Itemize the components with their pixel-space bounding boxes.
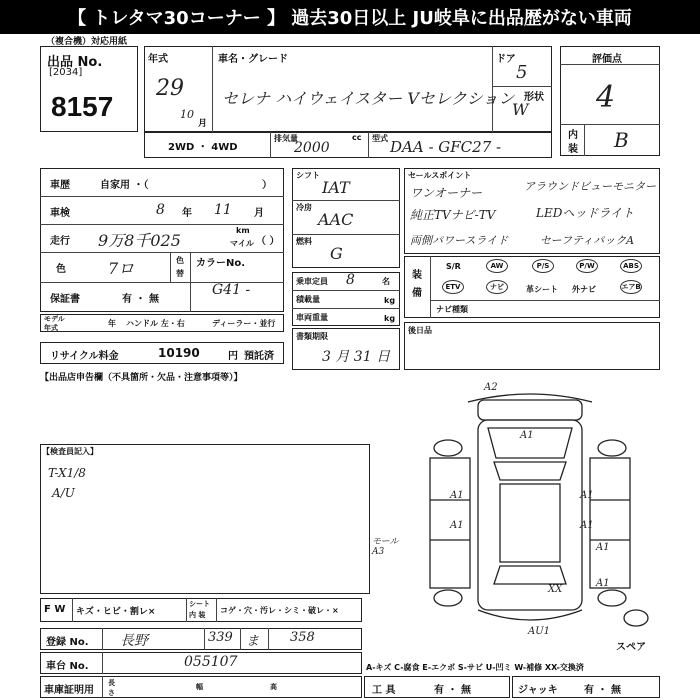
month-unit: 月 bbox=[198, 119, 208, 129]
navi-type-label: ナビ種類 bbox=[436, 305, 468, 314]
color-mark-2: 替 bbox=[176, 269, 184, 278]
drive-value: 2WD ・ 4WD bbox=[168, 142, 238, 153]
inspection-month: 11 bbox=[214, 202, 232, 218]
lot-label: 出品 No. bbox=[47, 55, 103, 70]
equip-ext-navi: 外ナビ bbox=[572, 285, 596, 294]
weight-label: 車両重量 bbox=[296, 313, 328, 322]
doors-value: 5 bbox=[516, 62, 528, 83]
seat-label-1: シート bbox=[189, 600, 210, 608]
history-value: 自家用 ・（ bbox=[100, 180, 149, 191]
interior-label-2: 装 bbox=[568, 144, 578, 155]
chassis-value: 055107 bbox=[184, 654, 238, 670]
car-damage-diagram bbox=[400, 380, 660, 640]
inspector-note-2: A/U bbox=[52, 486, 75, 500]
equip-ps: P/S bbox=[532, 259, 554, 273]
warranty-value: 有 ・ 無 bbox=[122, 294, 159, 305]
sales-point-5: 両側パワースライド bbox=[410, 234, 509, 247]
reg-num: 339 bbox=[208, 630, 233, 645]
fuel-label: 燃料 bbox=[296, 237, 312, 246]
carname-value: セレナ ハイウェイスター Vセレクション bbox=[222, 89, 515, 108]
history-close: ） bbox=[262, 180, 272, 191]
year-month: 10 bbox=[180, 108, 194, 121]
mileage-unit-km: km bbox=[236, 226, 250, 235]
displacement-unit: cc bbox=[352, 133, 362, 142]
mark-rear-bumper: AU1 bbox=[528, 626, 551, 637]
history-label: 車歴 bbox=[50, 180, 70, 191]
mark-left-front: A1 bbox=[450, 490, 464, 501]
mark-right-front: A1 bbox=[580, 490, 594, 501]
sales-point-3: 純正TVナビ-TV bbox=[410, 208, 496, 222]
reg-area: 長野 bbox=[120, 633, 148, 649]
displacement-label: 排気量 bbox=[274, 134, 298, 143]
jack-label: ジャッキ bbox=[518, 685, 558, 696]
jack-value: 有 ・ 無 bbox=[584, 685, 621, 696]
shape-label: 形状 bbox=[524, 92, 544, 103]
cert-sub-4: 高 bbox=[270, 683, 277, 691]
equip-sr: S/R bbox=[446, 262, 461, 271]
chassis-label: 車台 No. bbox=[46, 661, 89, 672]
reg-label: 登録 No. bbox=[46, 637, 89, 648]
model-value: DAA - GFC27 - bbox=[390, 138, 502, 156]
reg-kana: ま bbox=[246, 634, 260, 649]
damage-legend: A-キズ C-腐食 E-エクボ S-サビ U-凹ミ W-補修 XX-交換済 bbox=[366, 663, 584, 672]
inspector-note-1: T-X1/8 bbox=[48, 466, 86, 480]
displacement-value: 2000 bbox=[294, 140, 330, 156]
capacity-unit: 名 bbox=[382, 277, 390, 286]
fw-label: F W bbox=[44, 604, 66, 615]
wheel-rl-shape bbox=[434, 590, 462, 606]
mileage-value: 9万8千025 bbox=[98, 231, 181, 250]
seat-label-2: 内 装 bbox=[189, 611, 206, 619]
ac-value: AAC bbox=[318, 210, 354, 229]
sales-point-1: ワンオーナー bbox=[410, 186, 483, 200]
equipment-label-2: 備 bbox=[412, 288, 422, 299]
spare-label: スペア bbox=[616, 642, 646, 653]
mark-left-rear: A1 bbox=[450, 520, 464, 531]
color-mark-1: 色 bbox=[176, 256, 184, 265]
equip-aw: AW bbox=[486, 259, 508, 273]
reg-serial: 358 bbox=[290, 630, 315, 645]
recycle-value: 10190 bbox=[158, 346, 200, 360]
inspector-box bbox=[40, 444, 370, 594]
sales-point-6: セーフティパックA bbox=[540, 234, 635, 247]
load-unit: kg bbox=[384, 296, 396, 305]
equip-navi: ナビ bbox=[486, 280, 508, 294]
color-label: 色 bbox=[56, 264, 66, 275]
sales-point-4: LEDヘッドライト bbox=[536, 206, 634, 220]
mark-right-rear-2: A1 bbox=[596, 542, 610, 553]
cert-sub-2: さ bbox=[108, 689, 115, 697]
interior-label-1: 内 bbox=[568, 130, 578, 141]
recycle-note: 預託済 bbox=[244, 351, 274, 362]
equip-leather: 革シート bbox=[526, 285, 558, 294]
interior-value: B bbox=[614, 128, 629, 152]
header-note: （複合機）対応用紙 bbox=[46, 37, 128, 47]
equip-airbag: エアB bbox=[620, 280, 642, 294]
wheel-fr-shape bbox=[598, 440, 626, 456]
deadline-value: 3 月 31 日 bbox=[322, 349, 391, 365]
recycle-label: リサイクル料金 bbox=[50, 351, 119, 362]
rear-input-box bbox=[404, 322, 660, 370]
inspection-label: 車検 bbox=[50, 208, 70, 219]
cert-sub-1: 長 bbox=[108, 679, 115, 687]
equipment-label-1: 装 bbox=[412, 270, 422, 281]
model-year-year: 年 bbox=[108, 319, 116, 328]
hood-front-shape bbox=[478, 400, 582, 420]
tools-label: 工 具 bbox=[372, 685, 396, 696]
mark-rear-xx: XX bbox=[548, 584, 563, 595]
mark-rr-wheel: A1 bbox=[596, 578, 610, 589]
lot-box bbox=[40, 46, 138, 132]
lot-number: 8157 bbox=[51, 91, 114, 122]
mileage-unit-mile: マイル bbox=[230, 239, 254, 248]
side-note: モール A3 bbox=[372, 537, 399, 557]
deadline-label: 書類期限 bbox=[296, 332, 328, 341]
model-year-handle: ハンドル 左・右 bbox=[126, 319, 185, 328]
sales-points-label: セールスポイント bbox=[408, 171, 472, 180]
rear-input-label: 後日品 bbox=[408, 326, 432, 335]
wheel-fl-shape bbox=[434, 440, 462, 456]
front-bumper-shape bbox=[468, 394, 592, 402]
model-year-dealer: ディーラー・並行 bbox=[212, 319, 276, 328]
rear-bumper-shape bbox=[478, 610, 582, 620]
right-side-shape bbox=[590, 458, 630, 588]
fuel-value: G bbox=[330, 244, 343, 263]
mark-hood: A1 bbox=[520, 430, 534, 441]
ac-label: 冷房 bbox=[296, 203, 312, 212]
shift-label: シフト bbox=[296, 171, 320, 180]
model-year-label-2: 年式 bbox=[44, 324, 58, 332]
equip-abs: ABS bbox=[620, 259, 642, 273]
score-value: 4 bbox=[596, 80, 616, 115]
color-value: 7ロ bbox=[108, 259, 135, 278]
year-label: 年式 bbox=[148, 54, 168, 65]
model-year-label-1: モデル bbox=[44, 315, 65, 323]
inspection-year-unit: 年 bbox=[182, 208, 192, 219]
lot-sub: [2034] bbox=[49, 67, 83, 78]
carname-label: 車名・グレード bbox=[218, 54, 288, 65]
mark-a2: A2 bbox=[484, 382, 498, 393]
equip-pw: P/W bbox=[576, 259, 598, 273]
fw-value: キズ・ヒビ・割レ× bbox=[76, 607, 156, 617]
roof-shape bbox=[500, 484, 560, 562]
shift-value: IAT bbox=[322, 178, 350, 197]
capacity-label: 乗車定員 bbox=[296, 277, 328, 286]
inspection-year: 8 bbox=[156, 202, 165, 218]
weight-unit: kg bbox=[384, 314, 396, 323]
color-no-label: カラーNo. bbox=[196, 258, 246, 269]
cert-label: 車庫証明用 bbox=[44, 685, 94, 696]
score-label: 評価点 bbox=[592, 54, 622, 65]
rear-window-shape bbox=[494, 566, 566, 584]
inspector-label: 【検査員記入】 bbox=[42, 447, 98, 456]
doors-label: ドア bbox=[496, 54, 516, 65]
color-no-value: G41 - bbox=[212, 282, 251, 298]
recycle-unit: 円 bbox=[228, 351, 238, 362]
spare-tire-shape bbox=[624, 610, 648, 626]
mark-right-rear: A1 bbox=[580, 520, 594, 531]
wheel-rr-shape bbox=[598, 590, 626, 606]
load-label: 積載量 bbox=[296, 295, 320, 304]
seller-note-label: 【出品店申告欄（不具箇所・欠品・注意事項等）】 bbox=[40, 373, 243, 383]
corner-banner: 【 トレタマ30コーナー 】 過去30日以上 JU岐阜に出品歴がない車両 bbox=[0, 0, 700, 34]
tools-value: 有 ・ 無 bbox=[434, 685, 471, 696]
shape-value: W bbox=[512, 100, 529, 119]
windshield-shape bbox=[494, 462, 566, 480]
seat-value: コゲ・穴・汚レ・シミ・破レ・× bbox=[220, 606, 339, 615]
warranty-label: 保証書 bbox=[50, 294, 80, 305]
inspection-month-unit: 月 bbox=[254, 208, 264, 219]
cert-sub-3: 幅 bbox=[196, 683, 203, 691]
sales-point-2: アラウンドビューモニター bbox=[524, 180, 656, 193]
model-label: 型式 bbox=[372, 134, 388, 143]
equip-etv: ETV bbox=[442, 280, 464, 294]
mileage-label: 走行 bbox=[50, 236, 70, 247]
capacity-value: 8 bbox=[346, 272, 355, 288]
mileage-paren: （ ） bbox=[256, 236, 280, 247]
year-value: 29 bbox=[156, 76, 184, 101]
